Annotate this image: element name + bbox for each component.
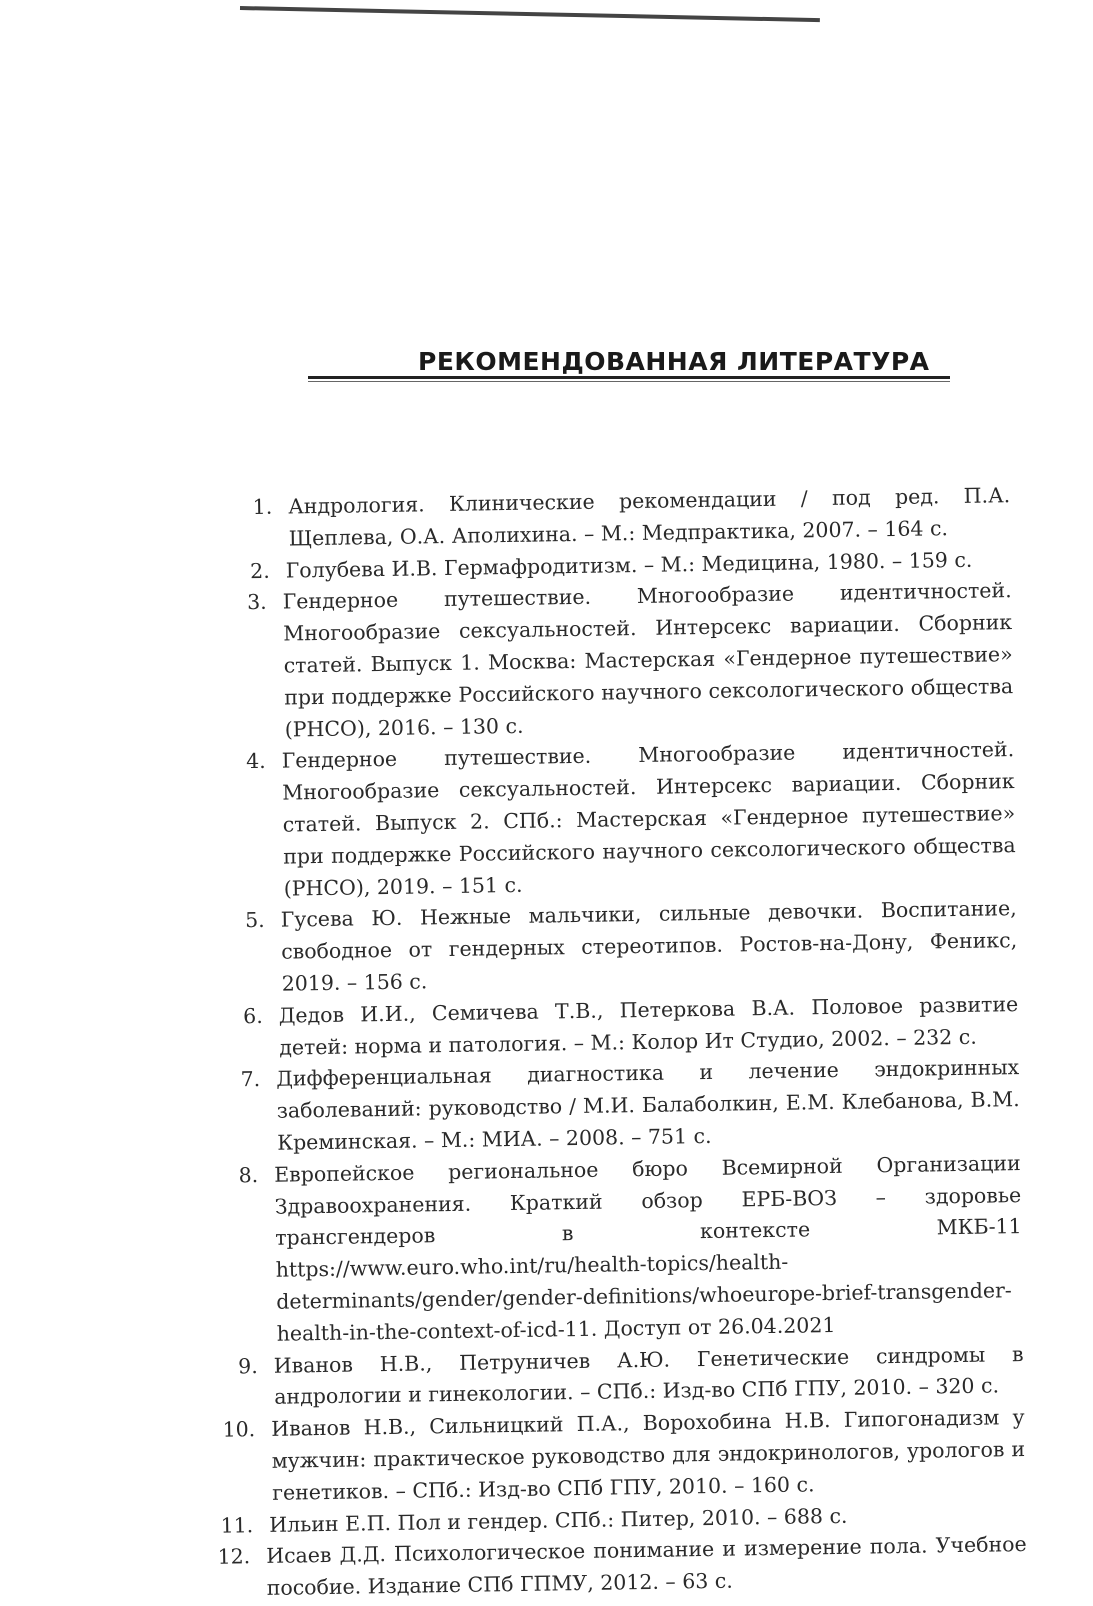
heading-underline xyxy=(308,376,950,382)
reference-text: Гусева Ю. Нежные мальчики, сильные девочки. Воспитание, свободное от гендерных стереотипов. Ростов-на-Дону, Феникс, 2019. – 156 с. xyxy=(280,896,1018,996)
reference-text: Гендерное путешествие. Многообразие идентичностей. Многообразие сексуальностей. Интерсекс вариации. Сборник статей. Выпуск 2. СПб.: Мастерская «Гендерное путешествие» при поддержке Российского научного сексологического общества (РНСО), 2019. – 151 с. xyxy=(281,737,1016,901)
reference-number: 2. xyxy=(249,558,270,583)
reference-text: Голубева И.В. Гермафродитизм. – М.: Медицина, 1980. – 159 с. xyxy=(285,547,973,583)
reference-number: 3. xyxy=(246,590,267,615)
reference-text: Иванов Н.В., Петруничев А.Ю. Генетические синдромы в андрологии и гинекологии. – СПб.: Изд-во СПб ГПУ, 2010. – 320 с. xyxy=(273,1341,1024,1410)
reference-item xyxy=(206,1529,1027,1605)
reference-item xyxy=(191,575,1013,747)
reference-number: 4. xyxy=(245,749,266,774)
reference-number: 6. xyxy=(242,1003,263,1028)
reference-text: Ильин Е.П. Пол и гендер. СПб.: Питер, 2010. – 688 с. xyxy=(269,1503,848,1537)
reference-number: 12. xyxy=(217,1544,251,1569)
reference-number: 7. xyxy=(240,1067,261,1092)
top-edge-rule xyxy=(240,6,820,22)
reference-number: 8. xyxy=(238,1162,259,1188)
reference-text: Дифференциальная диагностика и лечение эндокринных заболеваний: руководство / М.И. Балаболкин, Е.М. Клебанова, В.М. Креминская. – М.: МИА. – 2008. – 751 с. xyxy=(276,1055,1020,1155)
reference-text: Иванов Н.В., Сильницкий П.А., Ворохобина Н.В. Гипогонадизм у мужчин: практическое руководство для эндокринологов, урологов и генетиков. – СПб.: Изд-во СПб ГПУ, 2010. – 160 с. xyxy=(271,1405,1026,1505)
reference-number: 11. xyxy=(220,1512,254,1538)
reference-text: Европейское региональное бюро Всемирной Организации Здравоохранения. Краткий обзор ЕРБ-ВОЗ – здоровье трансгендеров в контексте МКБ-11 https://www.euro.who.int/ru/health-topics/health-determinants/gender/gender-definitions/whoeurope-brief-transgender-health-in-the-context-of-icd-11. Доступ от 26.04.2021 xyxy=(274,1150,1022,1346)
reference-text: Гендерное путешествие. Многообразие идентичностей. Многообразие сексуальностей. Интерсекс вариации. Сборник статей. Выпуск 1. Москва: Мастерская «Гендерное путешествие» при поддержке Российского научного сексологического общества (РНСО), 2016. – 130 с. xyxy=(282,578,1014,742)
reference-text: Дедов И.И., Семичева Т.В., Петеркова В.А. Половое развитие детей: норма и патология. – М.: Колор Ит Студио, 2002. – 232 с. xyxy=(278,991,1019,1060)
reference-text: Андрология. Клинические рекомендации / под ред. П.А. Щеплева, О.А. Аполихина. – М.: Медпрактика, 2007. – 164 с. xyxy=(288,483,1011,551)
reference-number: 5. xyxy=(244,908,265,933)
reference-item xyxy=(199,1052,1020,1160)
reference-list xyxy=(190,480,1027,1606)
reference-item xyxy=(200,1148,1023,1352)
reference-item xyxy=(204,1402,1025,1510)
reference-item xyxy=(194,734,1016,906)
reference-item xyxy=(196,893,1017,1001)
reference-text: Исаев Д.Д. Психологическое понимание и измерение пола. Учебное пособие. Издание СПб ГПМУ, 2012. – 63 с. xyxy=(266,1532,1027,1601)
page-heading: РЕКОМЕНДОВАННАЯ ЛИТЕРАТУРА xyxy=(418,346,930,376)
reference-number: 1. xyxy=(252,494,273,520)
reference-number: 9. xyxy=(237,1353,258,1378)
reference-number: 10. xyxy=(222,1417,256,1442)
